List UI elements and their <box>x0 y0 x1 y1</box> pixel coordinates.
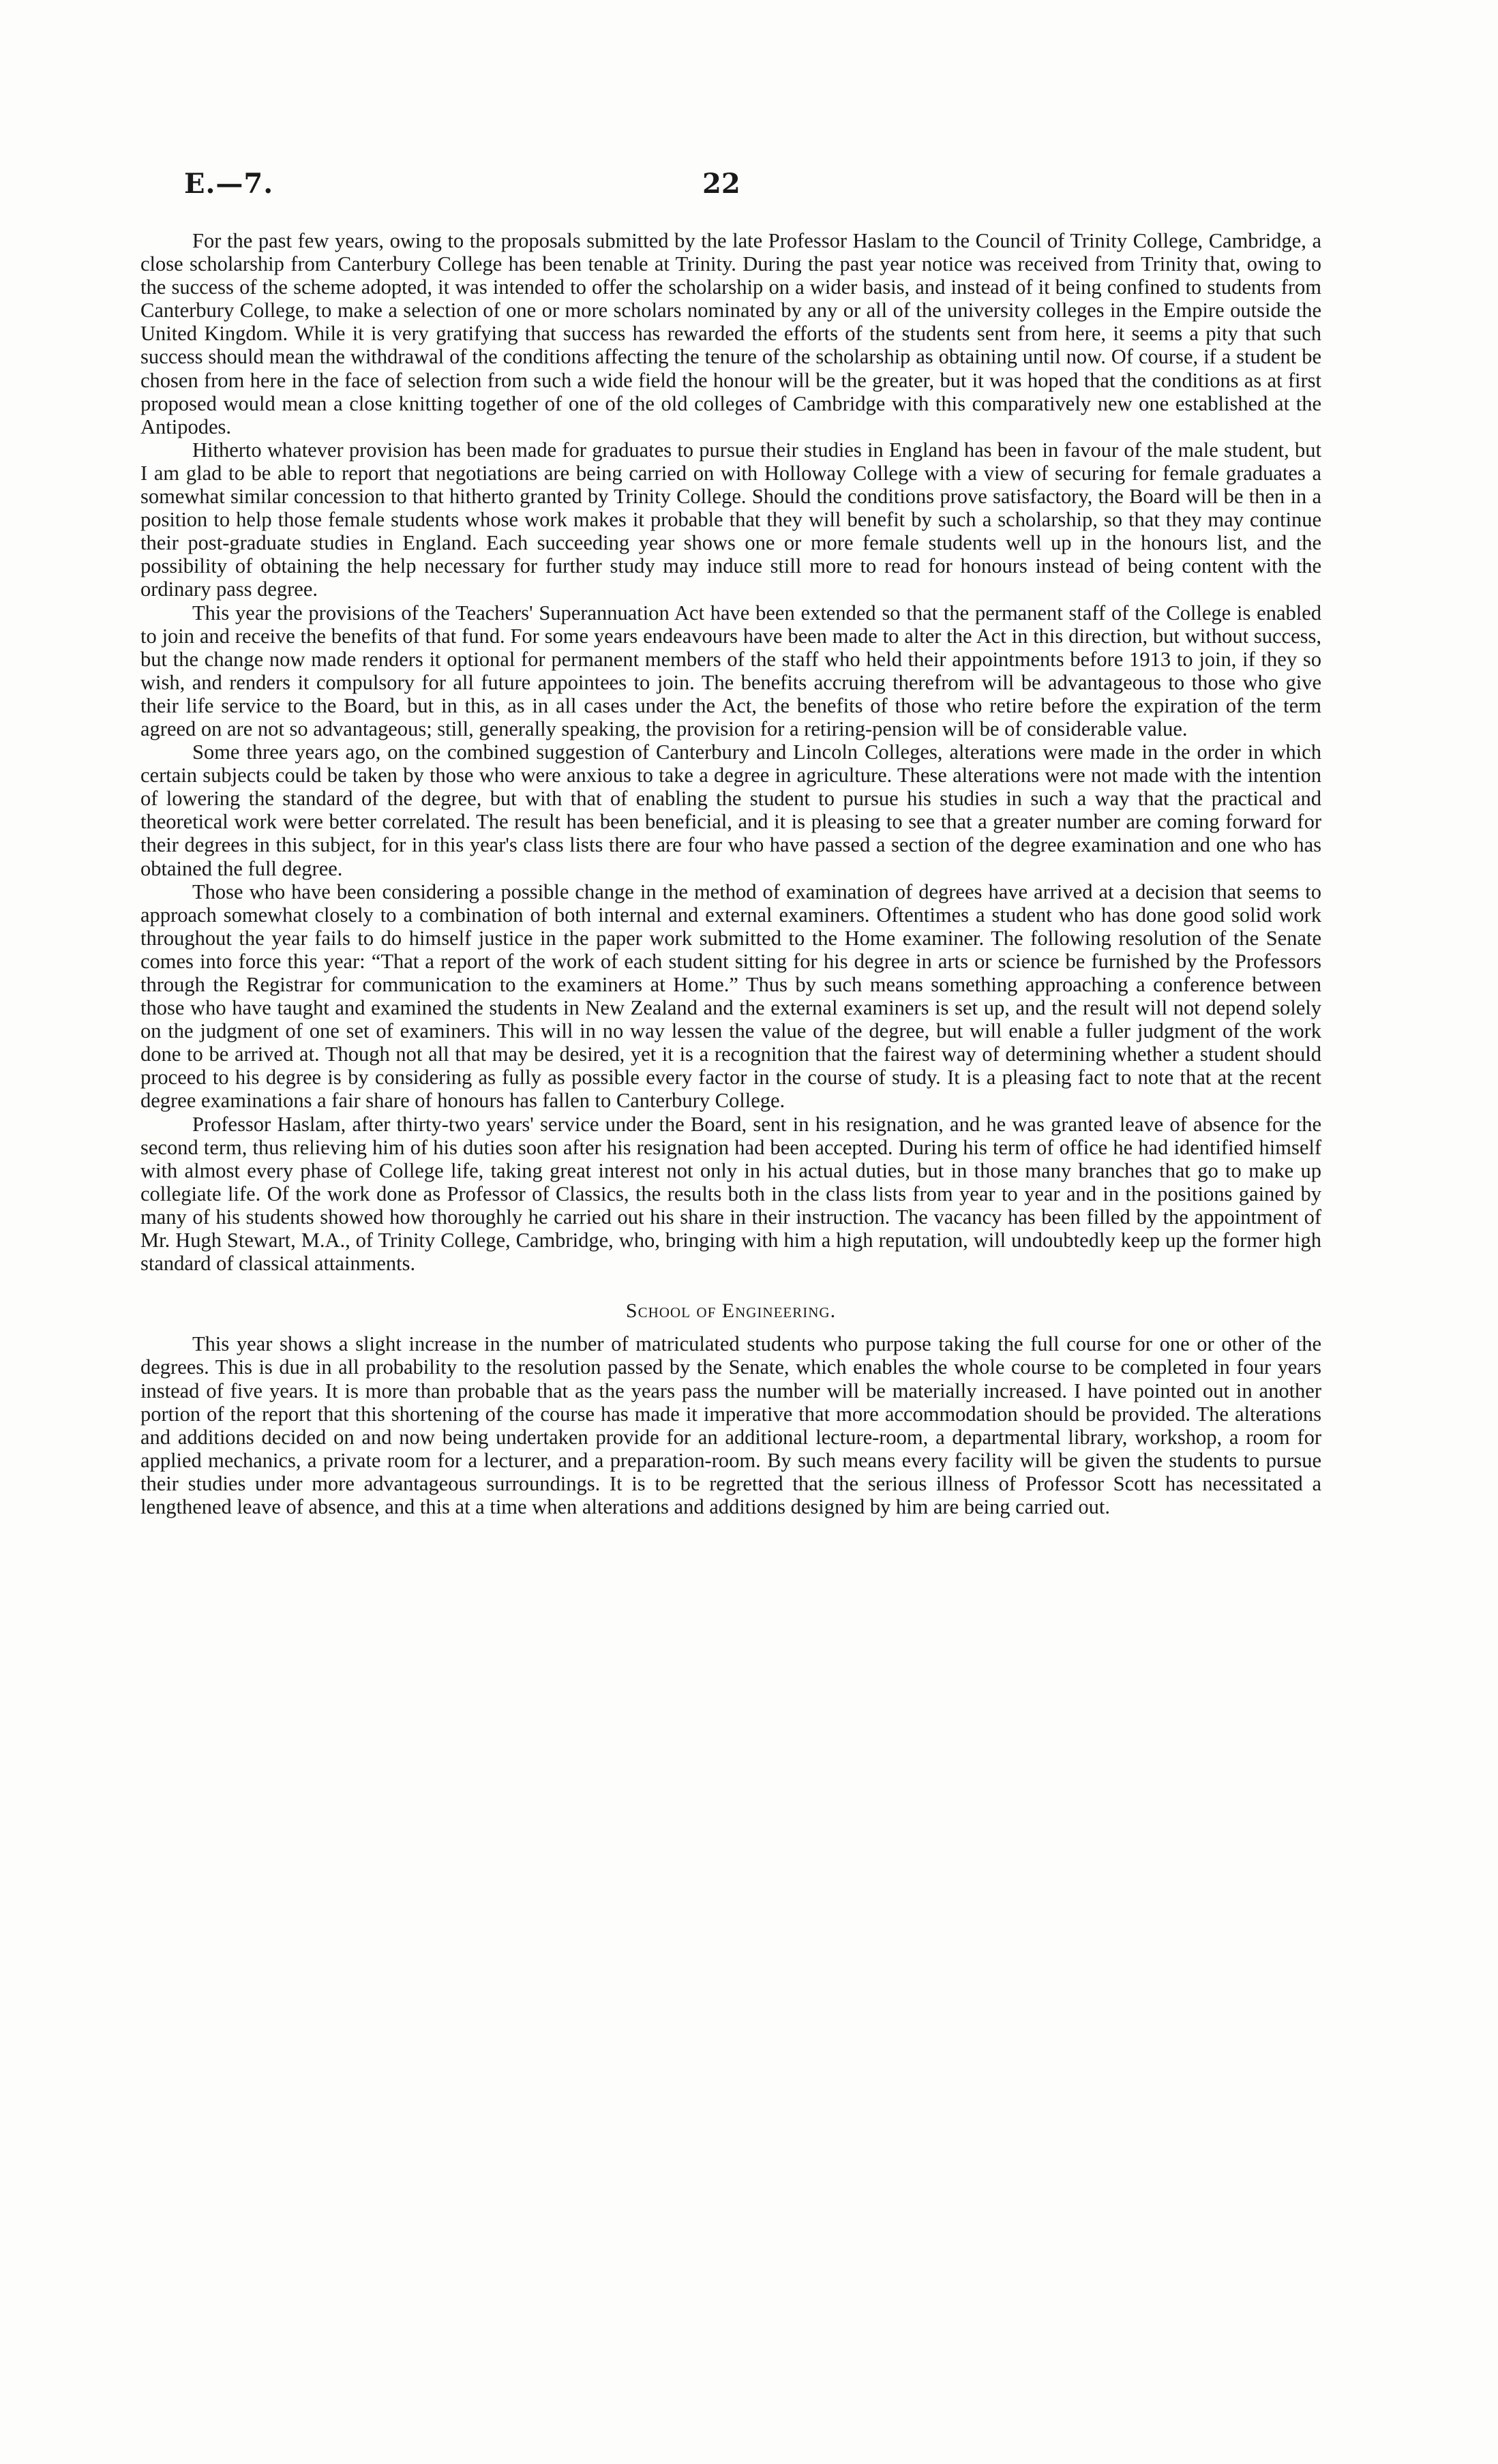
body-text <box>140 229 1321 1518</box>
paragraph-professor-haslam: Professor Haslam, after thirty-two years' service under the Board, sent in his resignation, and he was granted leave of absence for the second term, thus relieving him of his duties soon after his resignation had been accepted. During his term of office he had identified himself with almost every phase of College life, taking great interest not only in his actual duties, but in those many branches that go to make up collegiate life. Of the work done as Professor of Classics, the results both in the class lists from year to year and in the positions gained by many of his students showed how thoroughly he carried out his share in their instruction. The vacancy has been filled by the appointment of Mr. Hugh Stewart, M.A., of Trinity College, Cambridge, who, bringing with him a high reputation, will undoubtedly keep up the former high standard of classical attainments. <box>140 1112 1321 1276</box>
page-number: 22 <box>702 168 740 200</box>
section-heading-engineering: School of Engineering. <box>625 1299 837 1323</box>
document-reference: E.—7. <box>184 168 274 200</box>
paragraph-trinity-scholarship: For the past few years, owing to the proposals submitted by the late Professor Haslam to the Council of Trinity College, Cambridge, a close scholarship from Canterbury College has been tenable at Trinity. During the past year notice was received from Trinity that, owing to the success of the scheme adopted, it was intended to offer the scholarship on a wider basis, and instead of it being confined to students from Canterbury College, to make a selection of one or more scholars nominated by any or all of the university colleges in the Empire outside the United Kingdom. While it is very gratifying that success has rewarded the efforts of the students sent from here, it seems a pity that such success should mean the withdrawal of the conditions affecting the tenure of the scholarship as obtaining until now. Of course, if a student be chosen from here in the face of selection from such a wide field the honour will be the greater, but it was hoped that the conditions as at first proposed would mean a close knitting together of one of the old colleges of Cambridge with this comparatively new one established at the Antipodes. <box>140 229 1321 438</box>
paragraph-superannuation-act: This year the provisions of the Teachers' Superannuation Act have been extended so that the permanent staff of the College is enabled to join and receive the benefits of that fund. For some years endeavours have been made to alter the Act in this direction, but without success, but the change now made renders it optional for permanent members of the staff who held their appointments before 1913 to join, if they so wish, and renders it compulsory for all future appointees to join. The benefits accruing therefrom will be advantageous to those who give their life service to the Board, but in this, as in all cases under the Act, the benefits of those who retire before the expiration of the term agreed on are not so advantageous; still, generally speaking, the provision for a retiring-pension will be of considerable value. <box>140 601 1321 740</box>
paragraph-agriculture-degree: Some three years ago, on the combined suggestion of Canterbury and Lincoln Colleges, alterations were made in the order in which certain subjects could be taken by those who were anxious to take a degree in agriculture. These alterations were not made with the intention of lowering the standard of the degree, but with that of enabling the student to pursue his studies in such a way that the practical and theoretical work were better correlated. The result has been beneficial, and it is pleasing to see that a greater number are coming forward for their degrees in this subject, for in this year's class lists there are four who have passed a section of the degree examination and one who has obtained the full degree. <box>140 740 1321 880</box>
page-header <box>184 168 1319 209</box>
paragraph-holloway-college: Hitherto whatever provision has been made for graduates to pursue their studies in England has been in favour of the male student, but I am glad to be able to report that negotiations are being carried on with Holloway College with a view of securing for female graduates a somewhat similar concession to that hitherto granted by Trinity College. Should the conditions prove satisfactory, the Board will be then in a position to help those female students whose work makes it probable that they will benefit by such a scholarship, so that they may continue their post-graduate studies in England. Each succeeding year shows one or more female students well up in the honours list, and the possibility of obtaining the help necessary for further study may induce still more to read for honours instead of being content with the ordinary pass degree. <box>140 438 1321 601</box>
paragraph-engineering-school: This year shows a slight increase in the number of matriculated students who purpose taking the full course for one or other of the degrees. This is due in all probability to the resolution passed by the Senate, which enables the whole course to be completed in four years instead of five years. It is more than probable that as the years pass the number will be materially increased. I have pointed out in another portion of the report that this shortening of the course has made it imperative that more accommodation should be provided. The alterations and additions decided on and now being undertaken provide for an additional lecture-room, a departmental library, workshop, a room for applied mechanics, a private room for a lecturer, and a preparation-room. By such means every facility will be given the students to pursue their studies under more advantageous surroundings. It is to be regretted that the serious illness of Professor Scott has necessitated a lengthened leave of absence, and this at a time when alterations and additions designed by him are being carried out. <box>140 1332 1321 1518</box>
paragraph-examination-method: Those who have been considering a possible change in the method of examination of degrees have arrived at a decision that seems to approach somewhat closely to a combination of both internal and external examiners. Oftentimes a student who has done good solid work throughout the year fails to do himself justice in the paper work submitted to the Home examiner. The following resolution of the Senate comes into force this year: “That a report of the work of each student sitting for his degree in arts or science be furnished by the Professors through the Registrar for communication to the examiners at Home.” Thus by such means something approaching a conference between those who have taught and examined the students in New Zealand and the external examiners is set up, and the result will not depend solely on the judgment of one set of examiners. This will in no way lessen the value of the degree, but will enable a fuller judgment of the work done to be arrived at. Though not all that may be desired, yet it is a recognition that the fairest way of determining whether a student should proceed to his degree is by considering as fully as possible every factor in the course of study. It is a pleasing fact to note that at the recent degree examinations a fair share of honours has fallen to Canterbury College. <box>140 880 1321 1113</box>
